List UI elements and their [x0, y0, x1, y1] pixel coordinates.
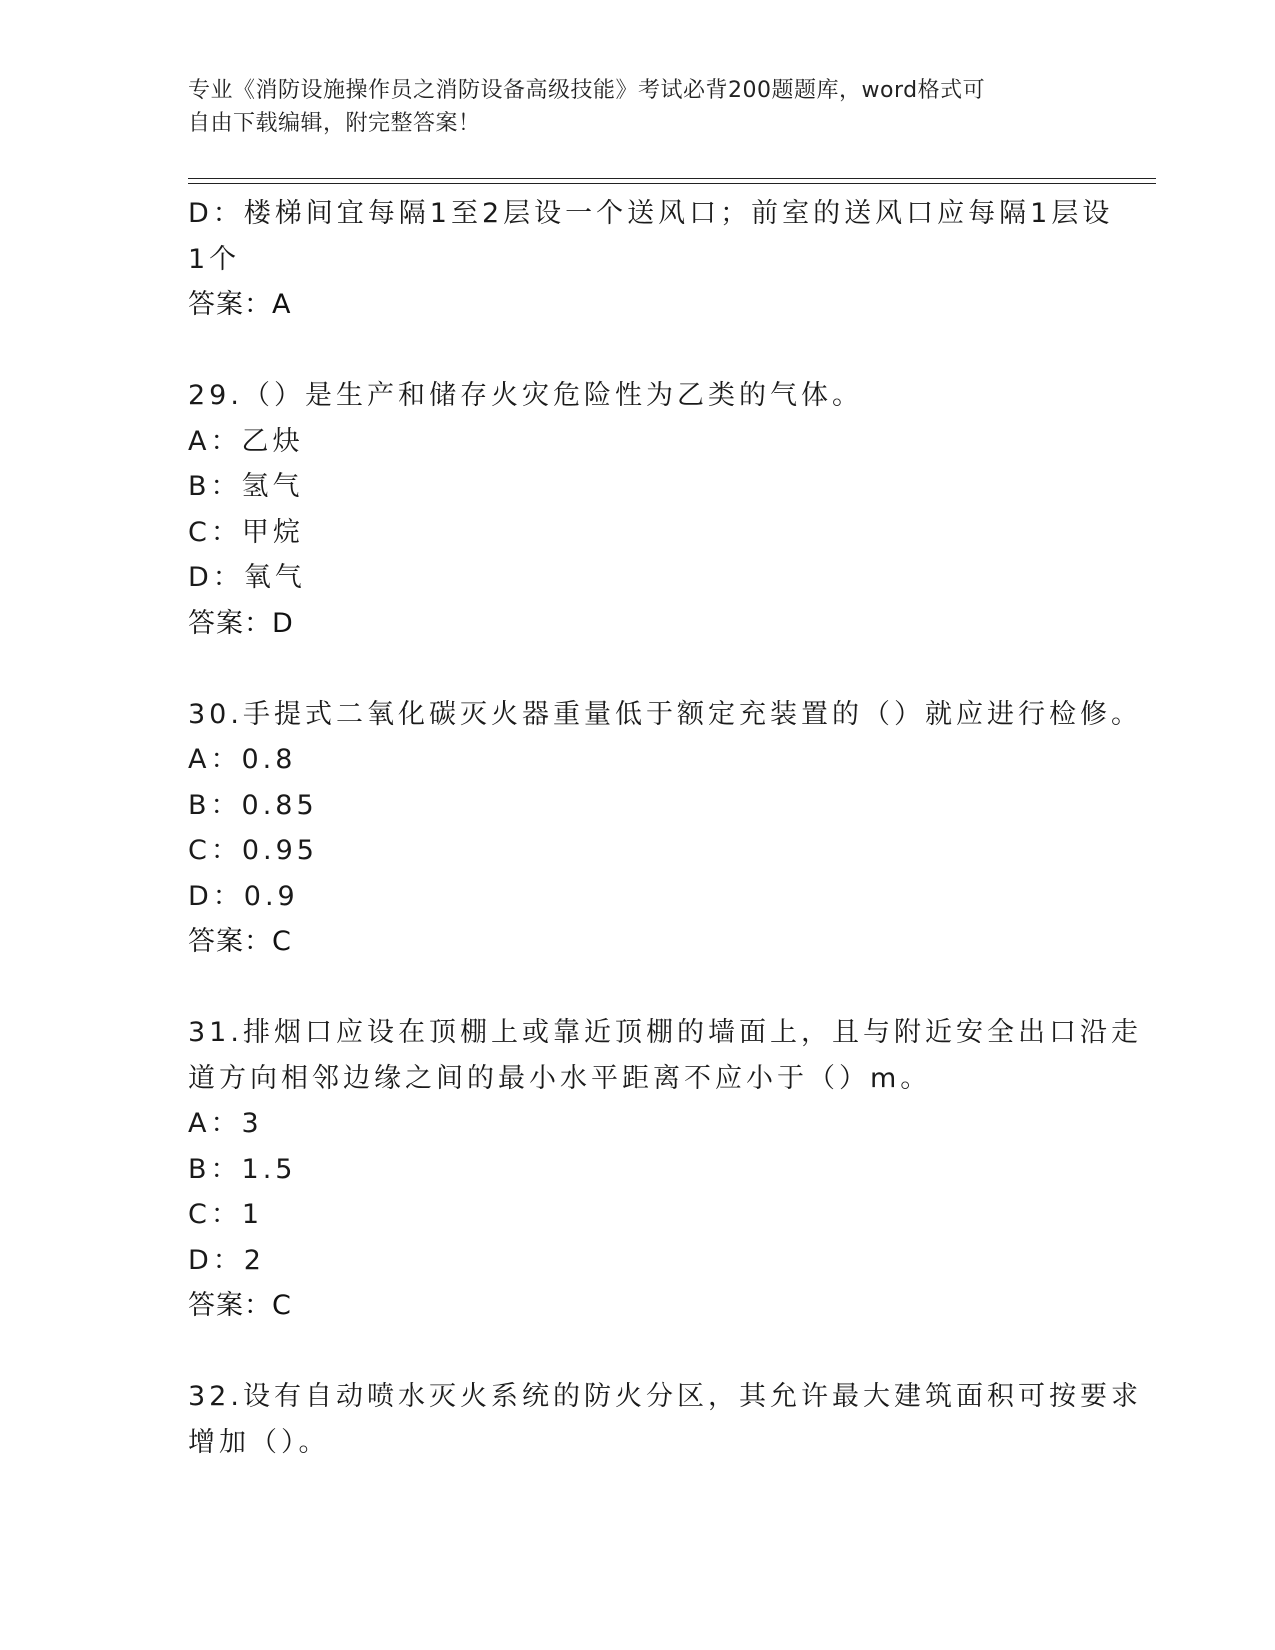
question-32 — [188, 1374, 1142, 1465]
q31-option-c: C：1 — [188, 1199, 264, 1230]
q31-stem-line-2: 道方向相邻边缘之间的最小水平距离不应小于（）m。 — [188, 1062, 932, 1094]
header-line-2: 自由下载编辑，附完整答案！ — [188, 111, 481, 136]
header-line-1: 专业《消防设施操作员之消防设备高级技能》考试必背200题题库，word格式可 — [188, 78, 986, 103]
q29-stem: 29.（）是生产和储存火灾危险性为乙类的气体。 — [188, 380, 863, 411]
q30-option-c: C：0.95 — [188, 835, 318, 866]
q31-stem-line-1: 31.排烟口应设在顶棚上或靠近顶棚的墙面上，且与附近安全出口沿走 — [188, 1017, 1142, 1048]
q29-option-d: D：氧气 — [188, 562, 306, 593]
question-29 — [188, 373, 1078, 646]
q30-option-d: D：0.9 — [188, 880, 299, 912]
q29-answer: 答案：D — [188, 607, 294, 639]
q32-stem-line-1: 32.设有自动喷水灭火系统的防火分区，其允许最大建筑面积可按要求 — [188, 1381, 1142, 1412]
q30-option-b: B：0.85 — [188, 789, 318, 821]
spacer — [188, 328, 1078, 374]
spacer — [188, 965, 1078, 1011]
q29-option-b: B：氢气 — [188, 471, 304, 502]
q30-stem: 30.手提式二氧化碳灭火器重量低于额定充装置的（）就应进行检修。 — [188, 698, 1142, 730]
header-divider-bottom — [188, 183, 1156, 184]
q28-option-d-line-1: D：楼梯间宜每隔1至2层设一个送风口；前室的送风口应每隔1层设 — [188, 198, 1114, 229]
q31-option-b: B：1.5 — [188, 1153, 297, 1185]
header-divider-top — [188, 178, 1156, 179]
question-30 — [188, 692, 1142, 965]
q29-option-c: C：甲烷 — [188, 516, 304, 548]
q31-answer: 答案：C — [188, 1290, 292, 1321]
spacer — [188, 646, 1078, 692]
q29-option-a: A：乙炔 — [188, 425, 304, 457]
q30-answer: 答案：C — [188, 926, 292, 957]
question-31 — [188, 1010, 1142, 1329]
q28-option-d-line-2: 1个 — [188, 243, 241, 275]
q31-option-d: D：2 — [188, 1244, 265, 1276]
document-header — [188, 74, 1068, 140]
spacer — [188, 1329, 1078, 1375]
q30-option-a: A：0.8 — [188, 744, 297, 775]
question-content — [188, 191, 1142, 1465]
question-28-tail — [188, 191, 1114, 328]
q32-stem-line-2: 增加（）。 — [188, 1426, 330, 1458]
q31-option-a: A：3 — [188, 1108, 263, 1139]
q28-answer: 答案：A — [188, 289, 292, 320]
